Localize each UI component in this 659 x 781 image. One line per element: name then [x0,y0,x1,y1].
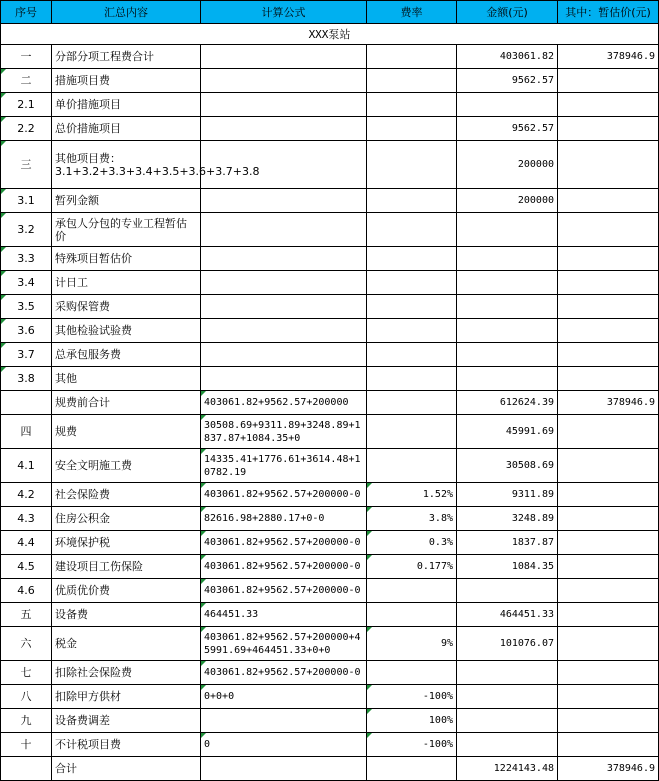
row-provisional [558,343,659,367]
row-name: 其他 [52,367,201,391]
row-rate [367,69,457,93]
table-title: XXX泵站 [1,24,659,45]
table-row [1,391,659,415]
row-amount: 30508.69 [457,449,558,483]
header-no: 序号 [1,1,52,24]
row-provisional [558,93,659,117]
row-provisional [558,555,659,579]
table-row [1,189,659,213]
row-name: 采购保管费 [52,295,201,319]
row-rate [367,367,457,391]
row-amount: 9562.57 [457,117,558,141]
row-no: 4.1 [1,449,52,483]
row-name: 社会保险费 [52,483,201,507]
row-amount [457,93,558,117]
table-row [1,449,659,483]
row-formula [201,757,367,781]
row-amount: 45991.69 [457,415,558,449]
row-amount [457,661,558,685]
row-no: 3.2 [1,213,52,247]
row-provisional [558,531,659,555]
row-amount [457,295,558,319]
row-name: 环境保护税 [52,531,201,555]
row-formula [201,45,367,69]
row-rate [367,213,457,247]
row-name: 税金 [52,627,201,661]
table-row [1,733,659,757]
row-name: 分部分项工程费合计 [52,45,201,69]
row-formula: 403061.82+9562.57+200000-0 [201,661,367,685]
row-provisional [558,271,659,295]
row-provisional: 378946.9 [558,391,659,415]
row-no: 九 [1,709,52,733]
row-formula: 0 [201,733,367,757]
row-no: 2.1 [1,93,52,117]
row-provisional [558,483,659,507]
row-amount: 9562.57 [457,69,558,93]
row-formula [201,709,367,733]
row-rate [367,247,457,271]
row-formula: 403061.82+9562.57+200000-0 [201,555,367,579]
row-provisional [558,213,659,247]
row-provisional [558,247,659,271]
table-row [1,343,659,367]
row-rate [367,319,457,343]
row-amount: 612624.39 [457,391,558,415]
row-no: 4.3 [1,507,52,531]
row-no: 二 [1,69,52,93]
row-name: 合计 [52,757,201,781]
row-rate [367,93,457,117]
row-rate: 100% [367,709,457,733]
row-amount [457,271,558,295]
row-no [1,391,52,415]
header-row [1,1,659,24]
row-name: 设备费 [52,603,201,627]
row-amount [457,213,558,247]
row-rate [367,579,457,603]
row-no: 3.4 [1,271,52,295]
row-amount [457,247,558,271]
row-provisional [558,415,659,449]
row-no: 4.5 [1,555,52,579]
row-rate [367,189,457,213]
header-provisional: 其中：暂估价(元) [558,1,659,24]
table-row [1,507,659,531]
row-rate: 1.52% [367,483,457,507]
row-amount [457,709,558,733]
header-formula: 计算公式 [201,1,367,24]
row-formula: 403061.82+9562.57+200000 [201,391,367,415]
row-formula [201,319,367,343]
row-formula: 82616.98+2880.17+0-0 [201,507,367,531]
table-row [1,141,659,189]
row-amount: 1837.87 [457,531,558,555]
row-name: 规费前合计 [52,391,201,415]
row-rate [367,603,457,627]
row-name: 规费 [52,415,201,449]
row-formula: 14335.41+1776.61+3614.48+10782.19 [201,449,367,483]
row-no: 十 [1,733,52,757]
row-name: 特殊项目暂估价 [52,247,201,271]
row-formula: 30508.69+9311.89+3248.89+1837.87+1084.35+0 [201,415,367,449]
row-formula: 403061.82+9562.57+200000+45991.69+464451.33+0+0 [201,627,367,661]
row-name: 计日工 [52,271,201,295]
row-no: 3.7 [1,343,52,367]
row-provisional [558,319,659,343]
row-provisional [558,141,659,189]
row-no: 3.6 [1,319,52,343]
row-amount [457,343,558,367]
row-no: 七 [1,661,52,685]
row-provisional [558,603,659,627]
row-amount: 101076.07 [457,627,558,661]
header-rate: 费率 [367,1,457,24]
row-rate: 3.8% [367,507,457,531]
row-formula: 464451.33 [201,603,367,627]
row-name: 总价措施项目 [52,117,201,141]
row-amount: 200000 [457,189,558,213]
row-name: 不计税项目费 [52,733,201,757]
row-provisional [558,367,659,391]
row-name: 暂列金额 [52,189,201,213]
row-provisional [558,117,659,141]
table-row [1,93,659,117]
row-rate [367,45,457,69]
row-no: 2.2 [1,117,52,141]
row-rate: 0.177% [367,555,457,579]
row-name: 设备费调差 [52,709,201,733]
row-name: 单价措施项目 [52,93,201,117]
row-amount [457,733,558,757]
row-rate [367,449,457,483]
table-row [1,531,659,555]
row-rate: -100% [367,685,457,709]
table-row [1,295,659,319]
row-formula [201,343,367,367]
row-formula [201,367,367,391]
row-provisional [558,449,659,483]
row-formula [201,69,367,93]
row-formula [201,93,367,117]
row-no: 五 [1,603,52,627]
table-row [1,555,659,579]
row-provisional: 378946.9 [558,45,659,69]
row-no: 六 [1,627,52,661]
table-row [1,415,659,449]
table-row [1,45,659,69]
row-amount: 200000 [457,141,558,189]
table-row [1,661,659,685]
table-row [1,757,659,781]
row-provisional [558,69,659,93]
row-name: 其他检验试验费 [52,319,201,343]
row-rate [367,343,457,367]
header-name: 汇总内容 [52,1,201,24]
row-amount [457,685,558,709]
row-amount: 1224143.48 [457,757,558,781]
row-no: 4.4 [1,531,52,555]
table-row [1,579,659,603]
row-amount: 9311.89 [457,483,558,507]
row-amount: 1084.35 [457,555,558,579]
row-no: 4.6 [1,579,52,603]
table-row [1,709,659,733]
row-amount: 464451.33 [457,603,558,627]
row-formula: 403061.82+9562.57+200000-0 [201,579,367,603]
row-name: 建设项目工伤保险 [52,555,201,579]
row-no: 4.2 [1,483,52,507]
table-row [1,367,659,391]
row-provisional [558,507,659,531]
row-provisional [558,579,659,603]
table-row [1,271,659,295]
table-row [1,627,659,661]
table-row [1,319,659,343]
row-rate: 9% [367,627,457,661]
row-amount [457,579,558,603]
table-row [1,213,659,247]
row-name: 承包人分包的专业工程暂估价 [52,213,201,247]
row-formula: 0+0+0 [201,685,367,709]
row-no: 3.3 [1,247,52,271]
row-rate [367,757,457,781]
row-no: 四 [1,415,52,449]
row-name: 其他项目费：3.1+3.2+3.3+3.4+3.5+3.6+3.7+3.8 [52,141,201,189]
row-rate: 0.3% [367,531,457,555]
row-name: 优质优价费 [52,579,201,603]
row-formula [201,271,367,295]
table-row [1,603,659,627]
row-no [1,757,52,781]
row-formula [201,295,367,319]
row-name: 扣除社会保险费 [52,661,201,685]
row-formula [201,117,367,141]
row-rate [367,415,457,449]
row-rate [367,141,457,189]
row-rate [367,271,457,295]
row-name: 措施项目费 [52,69,201,93]
row-provisional [558,685,659,709]
row-amount [457,319,558,343]
row-amount [457,367,558,391]
row-no: 3.1 [1,189,52,213]
table-row [1,483,659,507]
row-provisional [558,733,659,757]
row-no: 3.5 [1,295,52,319]
row-provisional [558,295,659,319]
row-formula: 403061.82+9562.57+200000-0 [201,531,367,555]
row-amount: 403061.82 [457,45,558,69]
row-name: 总承包服务费 [52,343,201,367]
row-provisional [558,627,659,661]
row-formula [201,247,367,271]
row-rate [367,295,457,319]
row-no: 八 [1,685,52,709]
header-amount: 金额(元) [457,1,558,24]
row-formula [201,189,367,213]
row-provisional: 378946.9 [558,757,659,781]
row-provisional [558,189,659,213]
row-rate: -100% [367,733,457,757]
table-row [1,69,659,93]
row-formula [201,213,367,247]
row-no: 一 [1,45,52,69]
row-rate [367,117,457,141]
row-name: 安全文明施工费 [52,449,201,483]
table-row [1,685,659,709]
row-provisional [558,709,659,733]
row-no: 3.8 [1,367,52,391]
row-rate [367,391,457,415]
title-row [1,24,659,45]
row-no: 三 [1,141,52,189]
row-formula [201,141,367,189]
row-formula: 403061.82+9562.57+200000-0 [201,483,367,507]
row-rate [367,661,457,685]
row-provisional [558,661,659,685]
table-row [1,247,659,271]
row-amount: 3248.89 [457,507,558,531]
row-name: 住房公积金 [52,507,201,531]
table-row [1,117,659,141]
row-name: 扣除甲方供材 [52,685,201,709]
